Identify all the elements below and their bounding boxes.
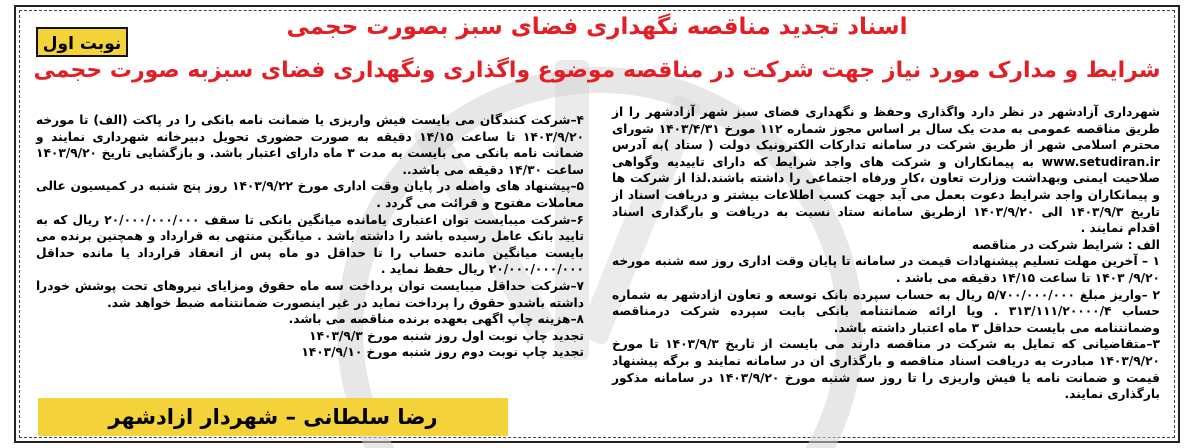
reprint-first-round: تجدید چاپ نوبت اول روز شنبه مورخ ۱۴۰۳/۹/۳	[309, 328, 584, 343]
condition-item-8: ۸–هزینه چاپ اگهی بعهده برنده مناقصه می باشد.	[288, 312, 584, 327]
left-text-column	[36, 112, 584, 361]
publication-round-badge: نوبت اول	[36, 27, 128, 57]
page-title: اسناد تجدید مناقصه نگهداری فضای سبز بصورت حجمی	[286, 14, 908, 40]
intro-paragraph: شهرداری آزادشهر در نظر دارد واگذاری وحفظ و نگهداری فضای سبز شهر آزادشهر را از طریق مناقصه عمومی به مدت یک سال بر اساس مجوز شماره ۱۱۲ مورخ ۱۴۰۳/۴/۳۱ شورای محترم اسلامی شهر از طریق شرکت در سامانه تدارکات الکترونیک دولت ( ستاد )به آدرس www.setudiran.ir به پیمانکاران و شرکت های واجد شرایط که دارای تاییدیه وگواهی صلاحیت ایمنی وبهداشت وزارت تعاون ،کار ورفاه اجتماعی را داشته باشند.لذا از شرکت ها و پیمانکاران واجد شرایط دعوت بعمل می آید جهت کسب اطلاعات بیشتر و دریافت اسناد از تاریخ ۱۴۰۳/۹/۳ الی ۱۴۰۳/۹/۲۰ ازطریق سامانه ستاد نسبت به دریافت و بارگذاری اسناد اقدام نمایند .	[612, 105, 1161, 236]
condition-item-5: ۵–پیشنهاد های واصله در پایان وقت اداری مورخ ۱۴۰۳/۹/۲۲ روز پنج شنبه در کمیسیون عالی معاملات مفتوح و قرائت می گردد .	[36, 179, 584, 210]
condition-item-7: ۷–شرکت حداقل میبایست توان پرداخت سه ماه حقوق ومزایای نیروهای تحت پوشش خودرا داشته باشدو حقوق را پرداخت نماید در غیر اینصورت ضمانتنامه ضبط خواهد شد.	[36, 278, 584, 310]
condition-item-2: ۲ –واریز مبلغ ۵/۷۰۰/۰۰۰/۰۰۰ ریال به حساب سپرده بانک توسعه و تعاون ازادشهر به شماره حساب ۳۱۳/۱۱۱/۲۰۰۰۰/۴ . ویا ارائه ضمانتنامه بانکی بابت سپرده شرکت درمناقصه وضمانتنامه می بایست حداقل ۳ ماه اعتبار داشته باشد.	[612, 287, 1160, 335]
mayor-signature: رضا سلطانی – شهردار ازادشهر	[38, 398, 508, 436]
condition-item-4: ۴–شرکت کنندگان می بایست فیش واریزی یا ضمانت نامه بانکی را در پاکت (الف) تا مورخه ۱۴۰۳/۹/۲۰ تا ساعت ۱۴/۱۵ دقیقه به صورت حضوری تحویل دبیرخانه شهرداری نمایند و ضمانت نامه بانکی می بایست به مدت ۳ ماه دارای اعتبار باشد. و بازگشایی تاریخ ۱۴۰۳/۹/۲۰ ساعت ۱۴/۳۰ دقیقه می باشد..	[36, 113, 585, 177]
condition-item-3: ۳–متقاضیانی که تمایل به شرکت در مناقصه دارند می بایست از تاریخ ۱۴۰۳/۹/۳ تا مورخ ۱۴۰۳/۹/۲۰ مبادرت به دریافت اسناد مناقصه و بارگذاری ان در سامانه نمایند و برگه پیشنهاد قیمت و ضمانت نامه یا فیش واریزی را تا روز سه شنبه مورخ ۱۴۰۳/۹/۲۰ در سامانه مذکور بارگذاری نمایند.	[612, 337, 1160, 402]
condition-item-6: ۶–شرکت میبایست توان اعتباری یامانده میانگین بانکی تا سقف ۲۰/۰۰۰/۰۰۰/۰۰۰ ریال که به تایید بانک عامل رسیده باشد را داشته باشد . میانگین منتهی به قرارداد و همچنین برنده می بایست میانگین مانده حساب را تا حداقل دو ماه پس از انعقاد قرارداد یا مانده حداقل ۲۰/۰۰۰/۰۰۰/۰۰۰ ریال حفظ نماید .	[36, 212, 584, 277]
right-text-column	[612, 104, 1160, 403]
page-subtitle: شرایط و مدارک مورد نیاز جهت شرکت در مناقصه موضوع واگذاری ونگهداری فضای سبزبه صورت حجمی	[33, 58, 1161, 83]
conditions-heading: الف : شرایط شرکت در مناقصه	[971, 237, 1160, 252]
condition-item-1: ۱ – آخرین مهلت تسلیم پیشنهادات قیمت در سامانه تا پایان وقت اداری روز سه شنبه مورخه ۹/۲۰/ ۱۴۰۳ تا ساعت ۱۴/۱۵ دقیقه می باشد .	[612, 254, 1160, 285]
reprint-second-round: تجدید چاپ نوبت دوم روز شنبه مورخ ۱۴۰۳/۹/۱۰	[301, 345, 584, 360]
